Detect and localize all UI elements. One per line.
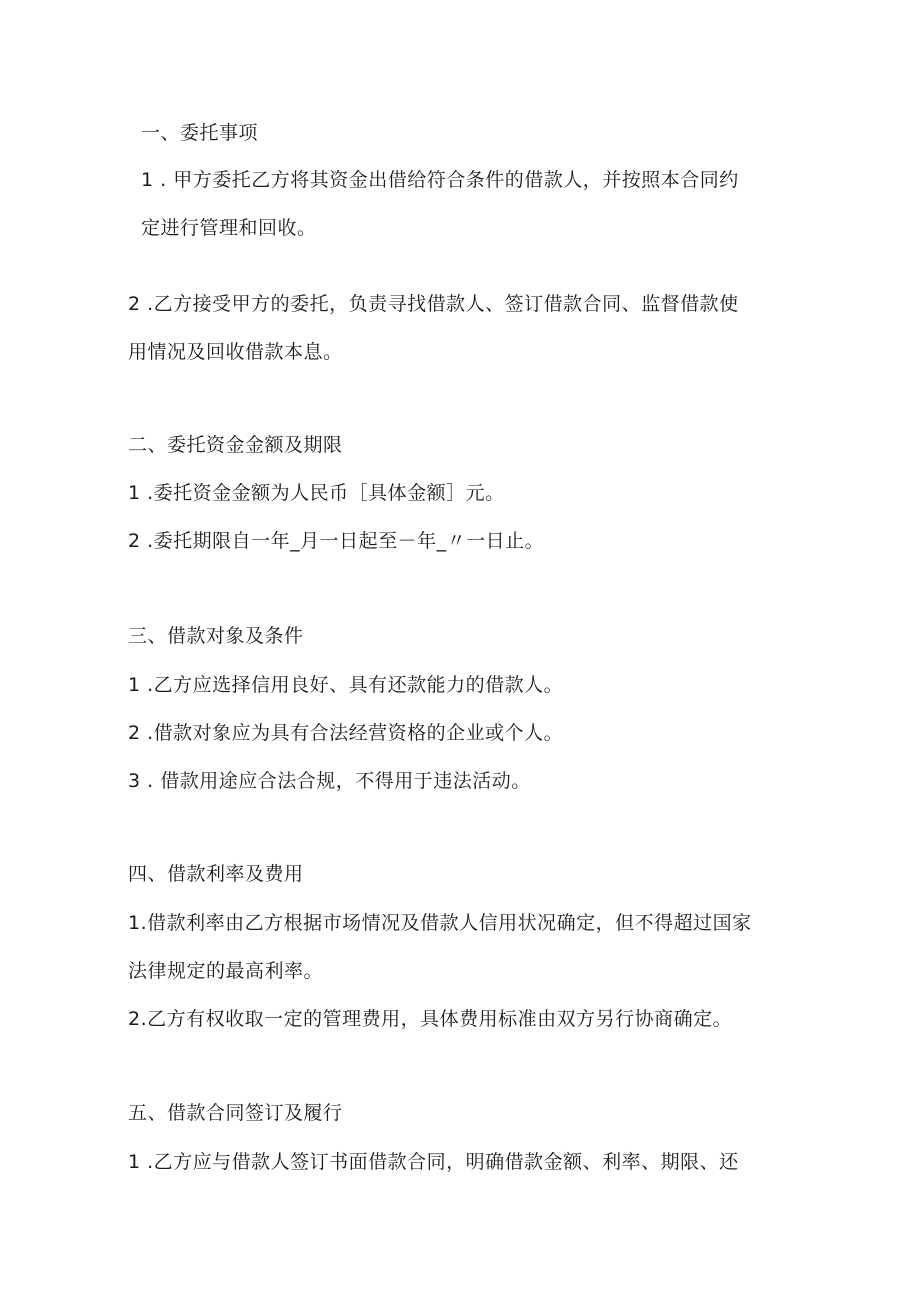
section-heading-2: 二、委托资金金额及期限 [128,434,343,456]
paragraph-line: 1 .乙方应与借款人签订书面借款合同，明确借款金额、利率、期限、还 [128,1151,739,1173]
paragraph-line: 1 .委托资金金额为人民币［具体金额］元。 [128,482,505,504]
paragraph-line: 1 .乙方应选择信用良好、具有还款能力的借款人。 [128,674,564,696]
paragraph-line: 法律规定的最高利率。 [128,960,324,982]
paragraph-line: 用情况及回收借款本息。 [128,341,343,363]
paragraph-line: 2.乙方有权收取一定的管理费用，具体费用标准由双方另行协商确定。 [128,1008,733,1030]
section-heading-5: 五、借款合同签订及履行 [128,1102,343,1124]
paragraph-line: 定进行管理和回收。 [141,217,317,239]
paragraph-line: 1 . 甲方委托乙方将其资金出借给符合条件的借款人，并按照本合同约 [141,169,739,191]
section-heading-1: 一、委托事项 [141,122,259,144]
paragraph-line: 1.借款利率由乙方根据市场情况及借款人信用状况确定，但不得超过国家 [128,912,752,934]
paragraph-line: 2 .委托期限自一年_月一日起至－年_〃一日止。 [128,530,545,552]
section-heading-3: 三、借款对象及条件 [128,625,304,647]
paragraph-line: 2 .乙方接受甲方的委托，负责寻找借款人、签订借款合同、监督借款使 [128,293,739,315]
section-heading-4: 四、借款利率及费用 [128,863,304,885]
paragraph-line: 2 .借款对象应为具有合法经营资格的企业或个人。 [128,722,564,744]
paragraph-line: 3 . 借款用途应合法合规，不得用于违法活动。 [128,770,531,792]
